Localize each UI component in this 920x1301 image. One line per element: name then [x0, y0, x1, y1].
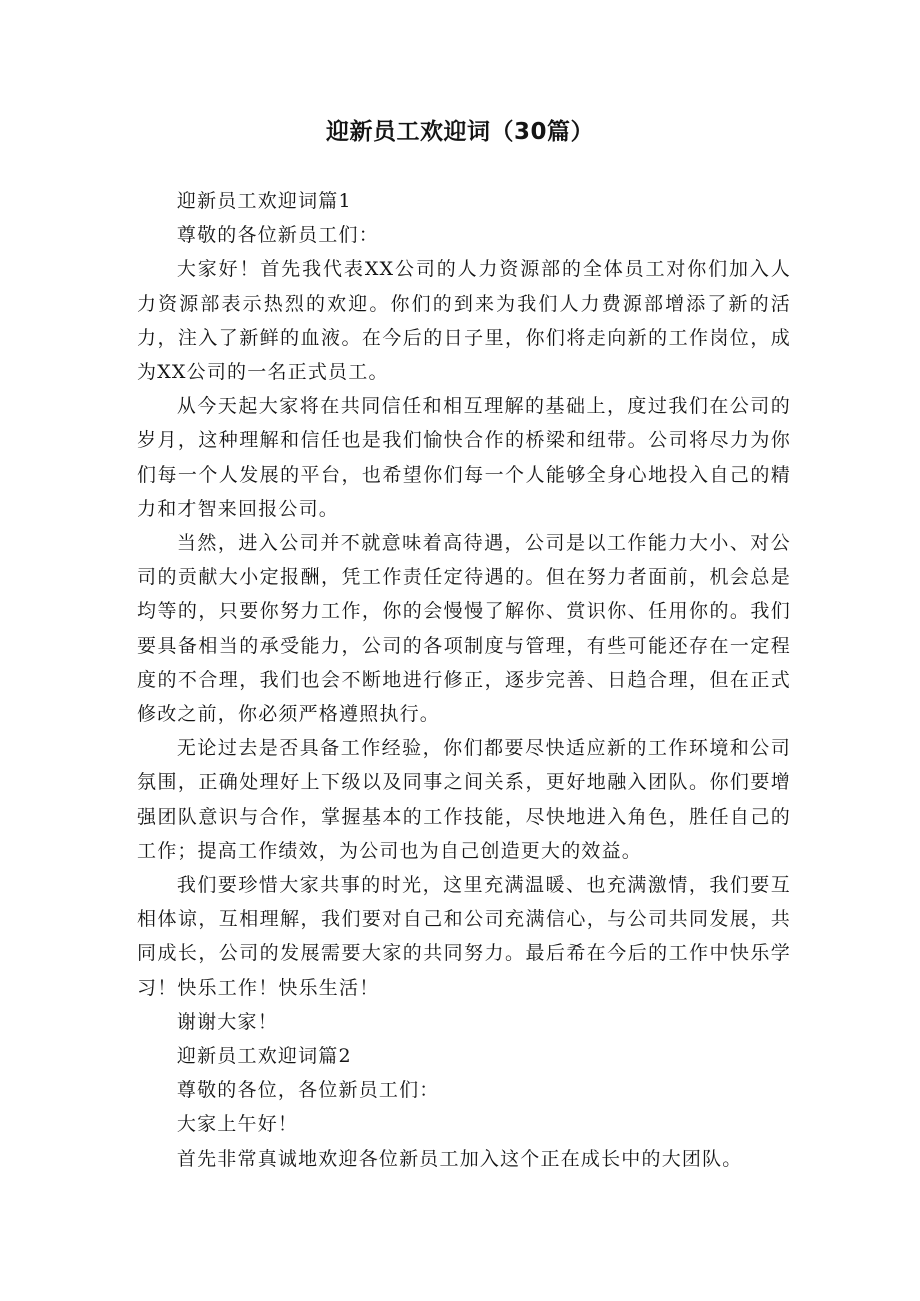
- document-body: [137, 184, 791, 1176]
- salutation: 尊敬的各位，各位新员工们：: [176, 1079, 440, 1102]
- salutation: 尊敬的各位新员工们：: [176, 224, 379, 247]
- body-paragraph: 从今天起大家将在共同信任和相互理解的基础上，度过我们在公司的岁月，这种理解和信任也是我们愉快合作的桥梁和纽带。公司将尽力为你们每一个人发展的平台，也希望你们每一个人能够全身心地投入自己的精力和才智来回报公司。: [137, 395, 791, 520]
- body-paragraph: 大家好！首先我代表XX公司的人力资源部的全体员工对你们加入人力资源部表示热烈的欢迎。你们的到来为我们人力费源部增添了新的活力，注入了新鲜的血液。在今后的日子里，你们将走向新的工作岗位，成为XX公司的一名正式员工。: [137, 258, 791, 384]
- body-paragraph: 首先非常真诚地欢迎各位新员工加入这个正在成长中的大团队。: [176, 1147, 743, 1170]
- section-heading: 迎新员工欢迎词篇1: [176, 190, 352, 212]
- closing-line: 谢谢大家！: [176, 1010, 278, 1033]
- section-heading: 迎新员工欢迎词篇2: [176, 1045, 352, 1068]
- greeting-line: 大家上午好！: [176, 1113, 299, 1136]
- body-paragraph: 当然，进入公司并不就意味着高待遇，公司是以工作能力大小、对公司的贡献大小定报酬，凭工作责任定待遇的。但在努力者面前，机会总是均等的，只要你努力工作，你的会慢慢了解你、赏识你、任用你的。我们要具备相当的承受能力，公司的各项制度与管理，有些可能还存在一定程度的不合理，我们也会不断地进行修正，逐步完善、日趋合理，但在正式修改之前，你必须严格遵照执行。: [137, 532, 791, 726]
- body-paragraph: 我们要珍惜大家共事的时光，这里充满温暖、也充满激情，我们要互相体谅，互相理解，我们要对自己和公司充满信心，与公司共同发展，共同成长，公司的发展需要大家的共同努力。最后希在今后的工作中快乐学习！快乐工作！快乐生活！: [137, 874, 791, 999]
- page-title: 迎新员工欢迎词（30篇）: [325, 119, 594, 145]
- body-paragraph: 无论过去是否具备工作经验，你们都要尽快适应新的工作环境和公司氛围，正确处理好上下级以及同事之间关系，更好地融入团队。你们要增强团队意识与合作，掌握基本的工作技能，尽快地进入角色，胜任自己的工作；提高工作绩效，为公司也为自己创造更大的效益。: [137, 737, 791, 862]
